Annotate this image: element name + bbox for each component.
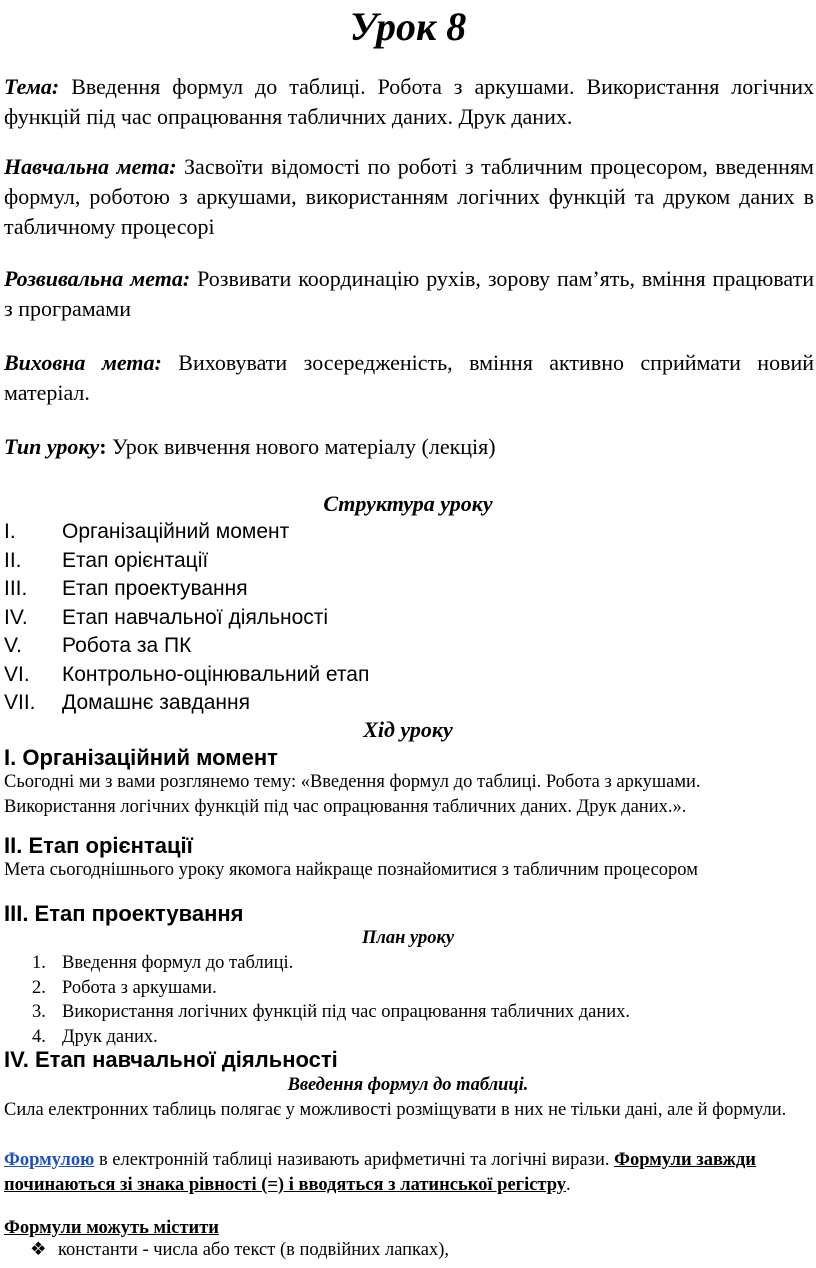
plan-num: 4. [32,1026,46,1047]
structure-title: Структура уроку [323,491,493,516]
edu-goal-text: Засвоїти відомості по роботі з табличним процесором, введенням формул, роботою з аркушами, використанням логічних функцій та друком даних в табличному процесорі [4,154,814,239]
upbringing-goal-text: Виховувати зосередженість, вміння активно сприймати новий матеріал. [4,350,814,405]
structure-num: III. [4,577,28,600]
course-title: Хід уроку [363,717,453,742]
edu-goal-paragraph [4,152,814,242]
formula-definition-end: . [566,1175,571,1195]
structure-num: V. [4,634,22,657]
formula-rule: Формули завжди починаються зі знака рівності (=) і вводяться з латинської регістру [4,1150,756,1195]
lesson-type-paragraph [4,432,814,462]
learning-subtitle: Введення формул до таблиці. [287,1075,529,1095]
structure-text: Контрольно-оцінювальний етап [62,662,370,686]
structure-text: Етап навчальної діяльності [62,605,329,629]
bullet-text: константи - числа або текст (в подвійних лапках), [58,1240,450,1260]
structure-text: Організаційний момент [62,520,290,543]
section-heading-organizational: I. Організаційний момент [4,745,278,770]
structure-num: IV. [4,605,28,629]
dev-goal-paragraph [4,264,814,324]
diamond-bullet-icon: ❖ [30,1240,47,1260]
formulas-intro-paragraph: Сила електронних таблиць полягає у можливості розміщувати в них не тільки дані, але й формули. [4,1100,787,1120]
section-heading-design: III. Етап проектування [4,901,244,926]
section-heading-orientation: II. Етап орієнтації [4,833,193,858]
lesson-type-text: Урок вивчення нового матеріалу (лекція) [112,434,496,459]
upbringing-goal-paragraph [4,348,814,408]
formula-term: Формулою [4,1150,95,1170]
edu-goal-label: Навчальна мета: [4,154,177,179]
structure-num: II. [4,548,22,572]
topic-label: Тема: [4,74,60,99]
formula-definition-text: в електронній таблиці називають арифметичні та логічні вирази. [94,1150,615,1170]
structure-text: Етап проектування [62,577,248,600]
structure-num: I. [4,520,16,543]
dev-goal-label: Розвивальна мета: [4,266,191,291]
structure-text: Робота за ПК [62,634,192,657]
structure-num: VI. [4,662,30,686]
lesson-type-colon: : [99,434,107,459]
dev-goal-text: Розвивати координацію рухів, зорову пам’ять, вміння працювати з програмами [4,266,814,321]
structure-num: VII. [4,691,36,714]
plan-text: Друк даних. [62,1026,158,1047]
plan-text: Робота з аркушами. [62,977,217,998]
structure-text: Етап орієнтації [62,548,209,572]
lesson-title: Урок 8 [349,4,467,49]
section-text-orientation: Мета сьогоднішнього уроку якомога найкраще познайомитися з табличним процесором [4,860,698,880]
plan-num: 1. [32,953,46,973]
may-contain-label: Формули можуть містити [4,1218,219,1238]
section-heading-learning: IV. Етап навчальної діяльності [4,1047,338,1072]
topic-paragraph [4,72,814,132]
topic-text: Введення формул до таблиці. Робота з аркушами. Використання логічних функцій під час опрацювання табличних даних. Друк даних. [4,74,815,129]
plan-title: План уроку [361,928,455,948]
upbringing-goal-label: Виховна мета: [4,350,162,375]
plan-num: 2. [32,977,46,998]
lesson-type-label: Тип уроку [4,434,100,459]
plan-text: Введення формул до таблиці. [62,953,294,973]
plan-text: Використання логічних функцій під час опрацювання табличних даних. [62,1002,631,1022]
structure-text: Домашнє завдання [62,691,250,714]
formula-definition-paragraph [4,1148,816,1198]
section-text-organizational: Сьогодні ми з вами розглянемо тему: «Введення формул до таблиці. Робота з аркушами. Використання логічних функцій під час опрацювання табличних даних. Друк даних.». [4,772,701,817]
plan-num: 3. [32,1002,46,1022]
